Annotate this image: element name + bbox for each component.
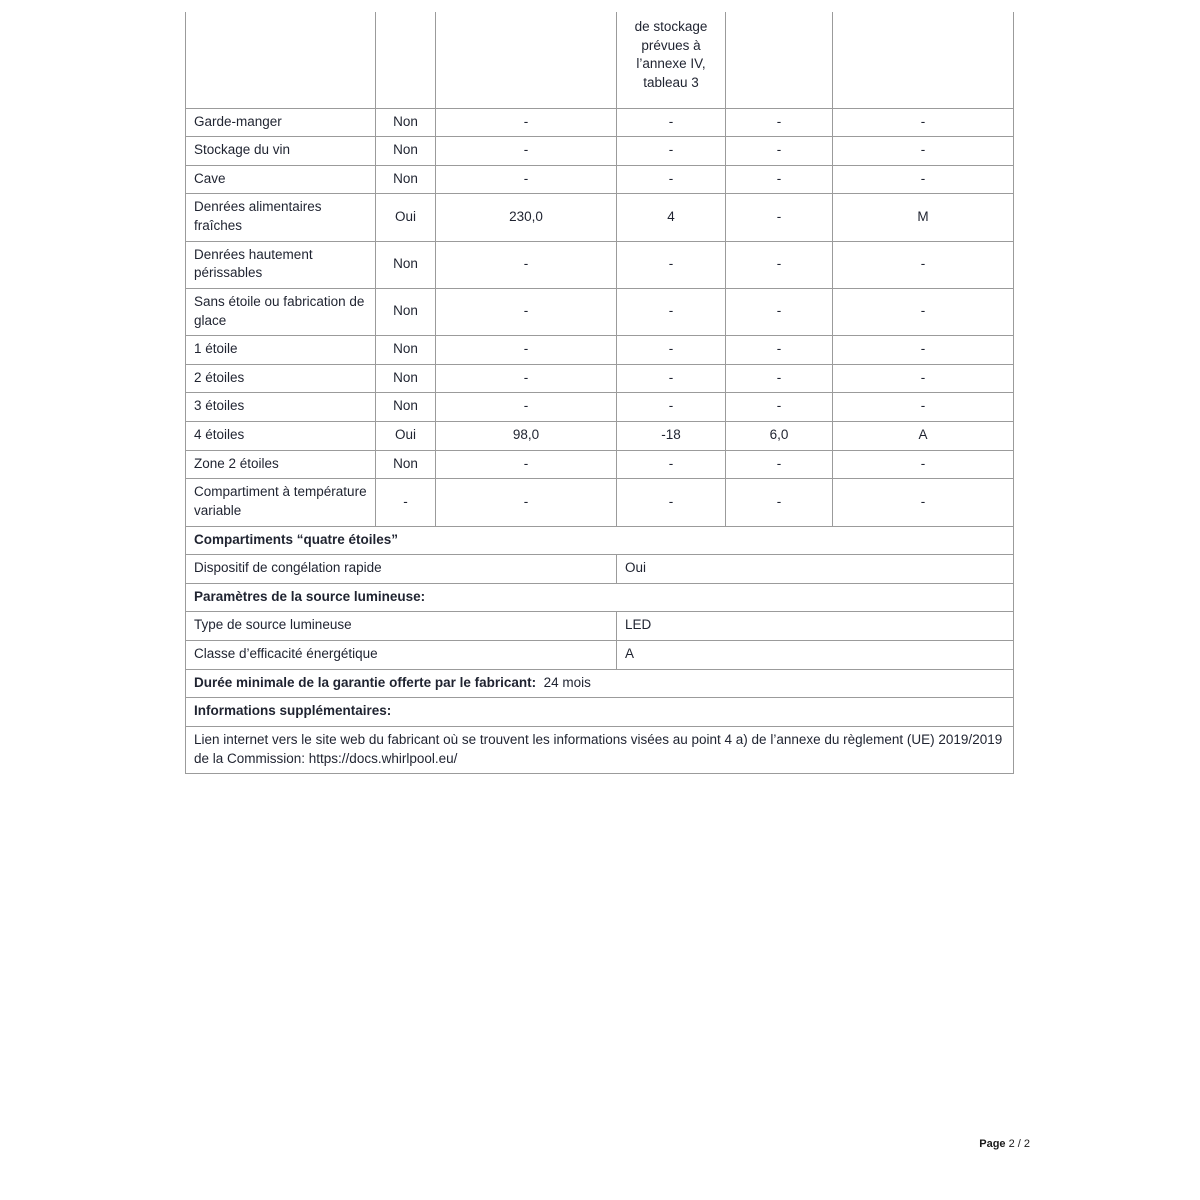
row-value-temperature: - — [617, 450, 726, 479]
row-label: 2 étoiles — [186, 364, 376, 393]
row-value-freezing: A — [833, 422, 1014, 451]
row-value-present: Oui — [376, 194, 436, 241]
product-information-sheet-table — [185, 12, 1014, 774]
header-cell-compartment-type — [186, 12, 376, 108]
row-value-temperature: - — [617, 393, 726, 422]
header-cell-present — [376, 12, 436, 108]
row-label: Cave — [186, 165, 376, 194]
row-value-humidity: - — [726, 336, 833, 365]
row-value-volume: - — [436, 364, 617, 393]
light-type-label: Type de source lumineuse — [186, 612, 617, 641]
section-row-additional — [186, 698, 1014, 727]
row-value-volume: - — [436, 336, 617, 365]
warranty-value-wrap — [536, 675, 591, 690]
row-value-freezing: - — [833, 479, 1014, 526]
row-label: Denrées hautement périssables — [186, 241, 376, 288]
row-label: 3 étoiles — [186, 393, 376, 422]
table-row — [186, 479, 1014, 526]
row-value-humidity: - — [726, 288, 833, 335]
row-value-freezing: - — [833, 108, 1014, 137]
row-value-temperature: - — [617, 108, 726, 137]
warranty-row — [186, 669, 1014, 698]
row-value-volume: - — [436, 165, 617, 194]
row-value-humidity: - — [726, 364, 833, 393]
row-label: 1 étoile — [186, 336, 376, 365]
row-value-freezing: - — [833, 450, 1014, 479]
row-value-temperature: 4 — [617, 194, 726, 241]
row-value-humidity: - — [726, 194, 833, 241]
table-row — [186, 288, 1014, 335]
table-row — [186, 393, 1014, 422]
table-row-fast-freeze — [186, 555, 1014, 584]
row-label: Zone 2 étoiles — [186, 450, 376, 479]
row-value-present: - — [376, 479, 436, 526]
table-row — [186, 364, 1014, 393]
row-value-present: Oui — [376, 422, 436, 451]
light-class-label: Classe d’efficacité énergétique — [186, 641, 617, 670]
header-cell-storage-conditions — [617, 12, 726, 108]
fast-freeze-value: Oui — [617, 555, 1014, 584]
light-type-value: LED — [617, 612, 1014, 641]
row-value-volume: - — [436, 137, 617, 166]
row-value-freezing: - — [833, 288, 1014, 335]
section-header-light-source: Paramètres de la source lumineuse: — [186, 583, 1014, 612]
table-row-light-type — [186, 612, 1014, 641]
table-row — [186, 241, 1014, 288]
header-cell-freezing-capacity — [833, 12, 1014, 108]
section-row-light-source — [186, 583, 1014, 612]
row-value-humidity: - — [726, 393, 833, 422]
row-value-freezing: - — [833, 393, 1014, 422]
row-value-volume: - — [436, 241, 617, 288]
page-footer-number: 2 / 2 — [1008, 1138, 1030, 1150]
row-value-volume: - — [436, 288, 617, 335]
row-label: Sans étoile ou fabrication de glace — [186, 288, 376, 335]
table-row — [186, 108, 1014, 137]
page-footer-label: Page — [979, 1138, 1006, 1150]
row-value-humidity: - — [726, 241, 833, 288]
row-value-volume: - — [436, 479, 617, 526]
row-value-present: Non — [376, 336, 436, 365]
row-label: Compartiment à température variable — [186, 479, 376, 526]
row-value-present: Non — [376, 241, 436, 288]
manufacturer-link-text: Lien internet vers le site web du fabricant où se trouvent les informations visées au point 4 a) de l’annexe du règlement (UE) 2019/2019 de la Commission: https://docs.whirlpool.eu/ — [186, 726, 1014, 773]
section-row-four-star — [186, 526, 1014, 555]
row-value-present: Non — [376, 108, 436, 137]
row-value-present: Non — [376, 364, 436, 393]
row-value-present: Non — [376, 450, 436, 479]
row-value-present: Non — [376, 165, 436, 194]
row-value-present: Non — [376, 288, 436, 335]
header-line-4: tableau 3 — [643, 74, 699, 90]
row-value-freezing: - — [833, 364, 1014, 393]
row-label: 4 étoiles — [186, 422, 376, 451]
header-line-3: l’annexe IV, — [636, 56, 706, 72]
table-row — [186, 422, 1014, 451]
table-row — [186, 450, 1014, 479]
table-row — [186, 336, 1014, 365]
row-value-temperature: -18 — [617, 422, 726, 451]
table-row-light-class — [186, 641, 1014, 670]
row-value-humidity: - — [726, 479, 833, 526]
header-line-1: de stockage — [634, 19, 708, 34]
row-value-temperature: - — [617, 336, 726, 365]
table-header-row — [186, 12, 1014, 108]
row-value-volume: - — [436, 450, 617, 479]
row-value-freezing: - — [833, 241, 1014, 288]
row-label: Stockage du vin — [186, 137, 376, 166]
header-cell-volume — [436, 12, 617, 108]
row-value-temperature: - — [617, 288, 726, 335]
row-value-volume: - — [436, 393, 617, 422]
row-value-volume: 98,0 — [436, 422, 617, 451]
table-row — [186, 165, 1014, 194]
row-label: Denrées alimentaires fraîches — [186, 194, 376, 241]
row-value-volume: - — [436, 108, 617, 137]
row-value-temperature: - — [617, 479, 726, 526]
row-value-humidity: - — [726, 165, 833, 194]
header-cell-humidity — [726, 12, 833, 108]
section-header-four-star: Compartiments “quatre étoiles” — [186, 526, 1014, 555]
row-value-present: Non — [376, 137, 436, 166]
row-value-volume: 230,0 — [436, 194, 617, 241]
row-value-present: Non — [376, 393, 436, 422]
row-value-humidity: - — [726, 450, 833, 479]
header-line-2: prévues à — [641, 37, 701, 53]
light-class-value: A — [617, 641, 1014, 670]
row-value-temperature: - — [617, 241, 726, 288]
table-row — [186, 194, 1014, 241]
page-footer — [0, 1138, 1030, 1150]
row-label: Garde-manger — [186, 108, 376, 137]
row-value-freezing: - — [833, 137, 1014, 166]
row-value-temperature: - — [617, 165, 726, 194]
row-value-freezing: - — [833, 165, 1014, 194]
row-value-humidity: - — [726, 137, 833, 166]
row-value-humidity: - — [726, 108, 833, 137]
row-value-freezing: M — [833, 194, 1014, 241]
table-row — [186, 137, 1014, 166]
section-row-warranty — [186, 669, 1014, 698]
warranty-label: Durée minimale de la garantie offerte par le fabricant: — [194, 674, 537, 690]
fast-freeze-label: Dispositif de congélation rapide — [186, 555, 617, 584]
section-header-additional: Informations supplémentaires: — [186, 698, 1014, 727]
warranty-value: 24 mois — [543, 674, 591, 690]
row-value-temperature: - — [617, 137, 726, 166]
table-row-additional-text — [186, 726, 1014, 773]
row-value-freezing: - — [833, 336, 1014, 365]
row-value-temperature: - — [617, 364, 726, 393]
row-value-humidity: 6,0 — [726, 422, 833, 451]
